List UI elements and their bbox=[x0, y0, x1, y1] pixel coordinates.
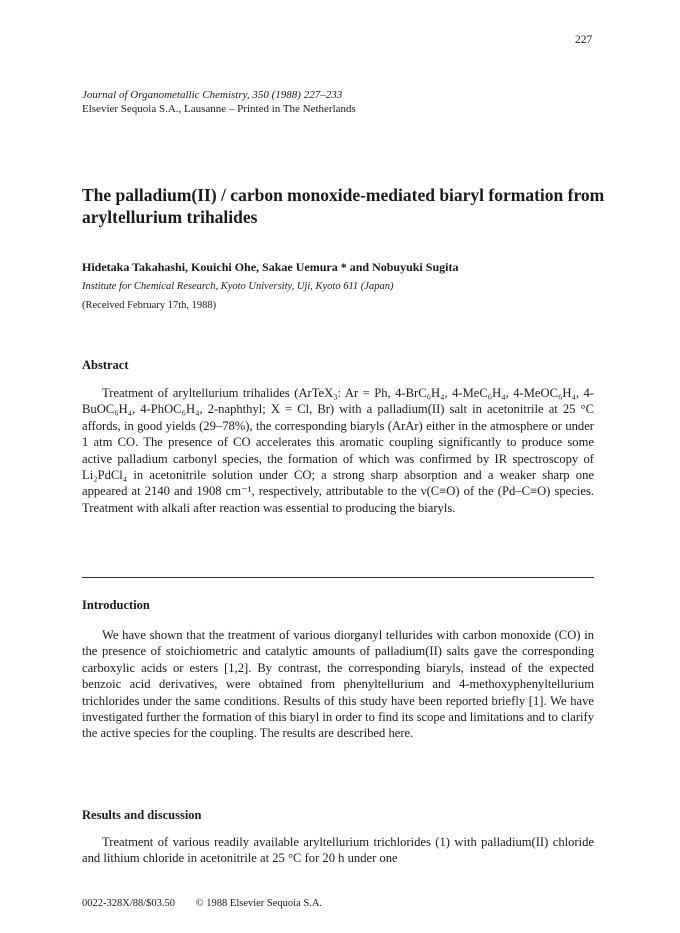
journal-name-line: Journal of Organometallic Chemistry, 350 (1988) 227–233 bbox=[82, 89, 343, 101]
publisher-line: Elsevier Sequoia S.A., Lausanne – Printed in The Netherlands bbox=[82, 103, 356, 115]
footer bbox=[82, 898, 340, 909]
author-list: Hidetaka Takahashi, Kouichi Ohe, Sakae Uemura * and Nobuyuki Sugita bbox=[82, 260, 459, 274]
affiliation: Institute for Chemical Research, Kyoto University, Uji, Kyoto 611 (Japan) bbox=[82, 281, 394, 292]
article-title: The palladium(II) / carbon monoxide-mediated biaryl formation from aryltellurium trihalides bbox=[82, 185, 605, 227]
page-number: 227 bbox=[575, 34, 593, 46]
received-date: (Received February 17th, 1988) bbox=[82, 300, 217, 311]
results-heading: Results and discussion bbox=[82, 808, 202, 822]
abstract-text: Treatment of aryltellurium trihalides (ArTeX₃: Ar = Ph, 4-BrC₆H₄, 4-MeC₆H₄, 4-MeOC₆H₄, 4-BuOC₆H₄, 4-PhOC₆H₄, 2-naphthyl; X = Cl, Br) with a palladium(II) salt in acetonitrile at 25 °C affords, in good yields (29–78%), the corresponding biaryls (ArAr) either in the atmosphere or under 1 atm CO. The presence of CO accelerates this aromatic coupling significantly to produce some active palladium carbonyl species, the formation of which was confirmed by IR spectroscopy of Li₂PdCl₄ in acetonitrile solution under CO; a strong sharp absorption and a weaker sharp one appeared at 2140 and 1908 cm⁻¹, respectively, attributable to the ν(C≡O) of the (Pd–C≡O) species. Treatment with alkali after reaction was essential to producing the biaryls. bbox=[82, 386, 594, 515]
introduction-text: We have shown that the treatment of various diorganyl tellurides with carbon monoxide (CO) in the presence of stoichiometric and catalytic amounts of palladium(II) salts gave the corresponding carboxylic acids or esters [1,2]. By contrast, the corresponding biaryls, instead of the expected benzoic acid derivatives, were obtained from phenyltellurium and 4-methoxyphenyltellurium trichlorides under the same conditions. Results of this study have been reported briefly [1]. We have investigated further the formation of this biaryl in order to find its scope and limitations and to clarify the active species for the coupling. The results are described here. bbox=[82, 628, 594, 741]
introduction-heading: Introduction bbox=[82, 598, 150, 612]
journal-citation bbox=[82, 88, 356, 116]
abstract-heading: Abstract bbox=[82, 358, 129, 372]
results-text: Treatment of various readily available aryltellurium trichlorides (1) with palladium(II) chloride and lithium chloride in acetonitrile at 25 °C for 20 h under one bbox=[82, 835, 594, 866]
copyright-notice: © 1988 Elsevier Sequoia S.A. bbox=[195, 898, 323, 909]
section-divider bbox=[82, 577, 594, 578]
issn-price: 0022-328X/88/$03.50 bbox=[82, 898, 176, 909]
